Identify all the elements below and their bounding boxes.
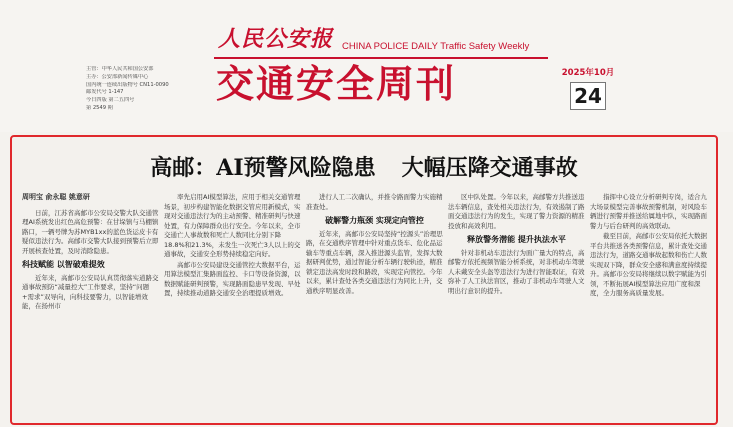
article-frame bbox=[10, 135, 718, 425]
paragraph: 截至目前，高邮市公安局依托大数据平台共推送各类预警信息，累计查处交通违法行为，道路交通事故起数和伤亡人数实现双下降，群众安全感和满意度持续提升。高邮市公安局将继续以数字赋能为引领，不断拓展AI模型算法应用广度和深度，全力服务高质量发展。 bbox=[590, 232, 707, 297]
info-line: 国内统一连续出版物号 CN11-0090 bbox=[86, 81, 169, 88]
section-subhead: 科技赋能 以智破难提效 bbox=[22, 260, 105, 269]
article-column-4 bbox=[448, 193, 585, 419]
issue-date bbox=[556, 66, 620, 118]
article-column-5 bbox=[590, 193, 710, 419]
article-column-1 bbox=[22, 193, 159, 419]
date-day: 24 bbox=[570, 82, 606, 110]
newspaper-logo: 人民公安报 bbox=[218, 26, 334, 52]
article-column-3 bbox=[306, 193, 443, 419]
paragraph: 近年来，高邮市公安局坚持“控源头”治理思路，在交通秩序管理中针对重点货车、危化品运输车等重点车辆，深入推进源头监管，发挥大数据研判优势，通过智能分析车辆行驶轨迹，精准锁定违法高发时段和路段，实现定向管控。今年以来，累计查处各类交通违法行为同比上升，交通秩序明显改善。 bbox=[306, 229, 443, 295]
masthead bbox=[0, 0, 733, 132]
masthead-divider bbox=[214, 57, 548, 59]
paragraph: 进行人工二次确认，并推令路面警力实施精准查处。 bbox=[306, 193, 443, 211]
info-line: 主办：公安部新闻传媒中心 bbox=[86, 73, 149, 80]
headline-part-2: 大幅压降交通事故 bbox=[401, 155, 578, 181]
date-year-month: 2025年10月 bbox=[561, 68, 615, 78]
weekly-title: 交通安全周刊 bbox=[216, 61, 457, 106]
paragraph: 高邮市公安局建设交通管控大数据平台，运用算法模型汇集路面监控、卡口等设备资源，以数据赋能研判预警，实现路面隐患早发现、早处置，持续推动道路交通安全治理提质增效。 bbox=[164, 260, 301, 297]
info-line: 今日四版 第二五四号 bbox=[86, 97, 135, 104]
paragraph: 区中队处置。今年以来，高邮警方共推送违法车辆信息，查处相关违法行为，有效遏制了路面交通违法行为的发生，实现了警力资源的精准投放和高效利用。 bbox=[448, 193, 585, 230]
paragraph: 率先启用AI模型算法，应用于相关交通管理场景，初步构建智能化数据交管应用新模式，实现对交通违法行为的主动预警、精准研判与快速处置，有力保障群众出行安全。今年以来，全市交通亡人事故数和死亡人数同比分别下降18.8%和21.3%，未发生一次死亡3人以上的交通事故，交通安全形势持续稳定向好。 bbox=[164, 193, 301, 258]
byline: 周明宝 俞永聪 姚意研 bbox=[22, 193, 90, 201]
paragraph: 日前，江苏省高邮市公安局交警大队交通管理AI系统发出红色高危预警：在甘垛镇与马棚镇路口，一辆号牌为苏MYB1xx的蓝色货运皮卡有疑似违法行为。高邮市交警大队接到预警后立即开展核查处置，及时消除隐患。 bbox=[22, 208, 159, 255]
section-subhead: 破解警力瓶颈 实现定向管控 bbox=[325, 216, 424, 225]
info-line: 第 2549 期 bbox=[86, 104, 113, 111]
paragraph: 针对非机动车违法行为面广量大的特点，高邮警方依托视频智能分析系统，对非机动车驾驶人未戴安全头盔等违法行为进行智能取证，有效弥补了人工执法盲区，推动了非机动车驾驶人文明出行意识的提升。 bbox=[448, 248, 585, 295]
info-line: 邮发代号 1-147 bbox=[86, 89, 124, 96]
section-subhead: 释放警务潜能 提升执法水平 bbox=[467, 235, 566, 244]
english-title: CHINA POLICE DAILY Traffic Safety Weekly bbox=[342, 41, 530, 52]
publication-info bbox=[86, 66, 206, 113]
paragraph: 指挥中心设立分析研判专岗，适合九大场景模型完善事故预警机制，对风险车辆进行预警并推送给属地中队，实现路面警力与后台研判的高效联动。 bbox=[590, 193, 707, 230]
headline-part-1: 高邮：AI预警风险隐患 bbox=[150, 155, 376, 181]
paragraph: 近年来，高邮市公安局认真贯彻落实道路交通事故预防“减量控大”工作要求，坚持“问题+需求”双导向，向科技要警力，以智能增效能，在扬州市 bbox=[22, 273, 159, 310]
article-column-2 bbox=[164, 193, 301, 419]
info-line: 主管：中华人民共和国公安部 bbox=[86, 66, 154, 72]
article-headline bbox=[12, 151, 716, 182]
